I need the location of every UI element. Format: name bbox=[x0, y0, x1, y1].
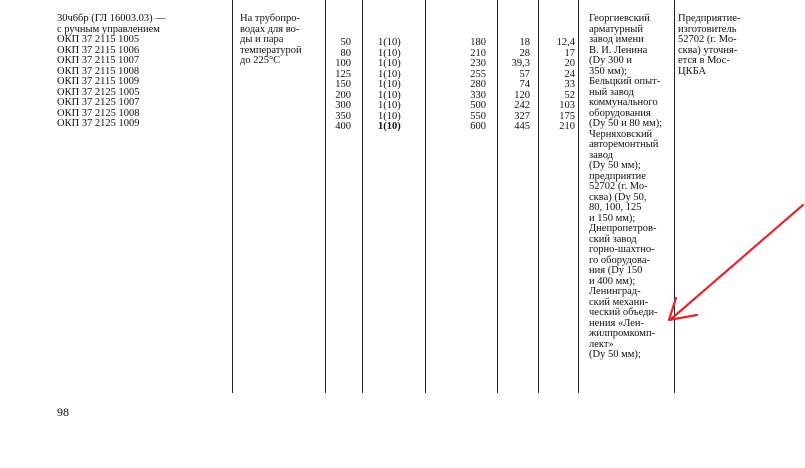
dn-value: 125 bbox=[335, 68, 351, 80]
purpose-line: температурой bbox=[240, 44, 302, 56]
mass-value: 175 bbox=[559, 110, 575, 122]
pressure-value: 1(10) bbox=[378, 100, 401, 111]
length-value: 550 bbox=[470, 110, 486, 122]
dn-value: 350 bbox=[335, 110, 351, 122]
height-value: 445 bbox=[514, 121, 530, 132]
dn-value: 80 bbox=[340, 47, 351, 59]
dn-value: 400 bbox=[335, 121, 351, 132]
manufacturer-line: оборудования bbox=[589, 107, 651, 119]
pressure-value: 1(10) bbox=[378, 89, 401, 101]
mass-value: 33 bbox=[564, 79, 575, 90]
mass-value: 52 bbox=[564, 89, 575, 101]
designation-line: ОКП 37 2115 1006 bbox=[57, 44, 140, 56]
arrow-shaft bbox=[670, 205, 803, 320]
notes-line: Предприятие- bbox=[678, 13, 741, 24]
dn-value: 50 bbox=[340, 37, 351, 48]
pressure-value: 1(10) bbox=[378, 68, 401, 80]
dn-value: 100 bbox=[335, 58, 351, 69]
mass-value: 20 bbox=[564, 58, 575, 69]
notes-line: изготовитель bbox=[678, 23, 737, 35]
manufacturer-line: предприятие bbox=[589, 170, 646, 182]
manufacturer-line: го оборудова- bbox=[589, 254, 651, 266]
notes-line: ется в Мос- bbox=[678, 55, 730, 66]
manufacturer-line: горно-шахтно- bbox=[589, 244, 655, 255]
designation-line: ОКП 37 2115 1005 bbox=[57, 34, 140, 45]
pressure-value: 1(10) bbox=[378, 79, 401, 90]
height-value: 18 bbox=[519, 37, 530, 48]
manufacturer-line: Бельцкий опыт- bbox=[589, 76, 661, 87]
page-number: 98 bbox=[57, 405, 69, 419]
height-value: 57 bbox=[519, 68, 530, 80]
dn-value: 150 bbox=[335, 79, 351, 90]
dn-value: 300 bbox=[335, 100, 351, 111]
manufacturer-line: и 400 мм); bbox=[589, 275, 636, 287]
manufacturer-line: ческий объеди- bbox=[589, 307, 658, 318]
manufacturer-line: (Dу 300 и bbox=[589, 55, 632, 66]
purpose-line: ды и пара bbox=[240, 34, 284, 45]
manufacturer-line: ский завод bbox=[589, 233, 637, 245]
manufacturer-line: жилпромкомп- bbox=[589, 328, 656, 339]
height-value: 242 bbox=[514, 100, 530, 111]
designation-line: ОКП 37 2125 1009 bbox=[57, 118, 140, 129]
purpose-line: до 225°С bbox=[240, 55, 281, 66]
manufacturer-line: 350 мм); bbox=[589, 65, 628, 77]
height-value: 327 bbox=[514, 110, 530, 122]
pressure-value: 1(10) bbox=[378, 58, 401, 69]
manufacturer-line: и 150 мм); bbox=[589, 212, 636, 224]
designation-line: ОКП 37 2125 1008 bbox=[57, 107, 140, 119]
height-value: 120 bbox=[514, 89, 530, 101]
pressure-value: 1(10) bbox=[378, 47, 401, 59]
manufacturer-line: 80, 100, 125 bbox=[589, 202, 642, 213]
length-value: 330 bbox=[470, 89, 486, 101]
manufacturer-line: коммунального bbox=[589, 97, 658, 108]
manufacturer-line: завод bbox=[589, 149, 613, 161]
notes-line: 52702 (г. Мо- bbox=[678, 34, 737, 45]
pressure-value: 1(10) bbox=[378, 37, 401, 48]
height-value: 74 bbox=[519, 79, 530, 90]
manufacturer-line: Черняховский bbox=[589, 128, 653, 140]
length-value: 210 bbox=[470, 47, 486, 59]
notes-line: сква) уточня- bbox=[678, 44, 738, 56]
dn-value: 200 bbox=[335, 89, 351, 101]
manufacturer-line: завод имени bbox=[589, 34, 644, 45]
length-value: 180 bbox=[470, 37, 486, 48]
manufacturer-line: авторемонтный bbox=[589, 139, 659, 150]
designation-line: ОКП 37 2115 1008 bbox=[57, 65, 140, 77]
manufacturer-line: Днепропетров- bbox=[589, 223, 657, 234]
notes-line: ЦКБА bbox=[678, 65, 707, 77]
manufacturer-line: ния (Dу 150 bbox=[589, 265, 643, 276]
length-value: 500 bbox=[470, 100, 486, 111]
manufacturer-line: ский механи- bbox=[589, 296, 649, 308]
designation-line: с ручным управлением bbox=[57, 23, 160, 35]
manufacturer-line: ный завод bbox=[589, 86, 634, 98]
manufacturer-line: 52702 (г. Мо- bbox=[589, 181, 648, 192]
manufacturer-line: В. И. Ленина bbox=[589, 44, 648, 56]
height-value: 39,3 bbox=[511, 58, 530, 69]
length-value: 255 bbox=[470, 68, 486, 80]
mass-value: 210 bbox=[559, 121, 575, 132]
mass-value: 103 bbox=[559, 100, 575, 111]
manufacturer-line: нения «Лен- bbox=[589, 317, 645, 329]
manufacturer-line: (Dу 50 мм); bbox=[589, 160, 641, 171]
pressure-value: 1(10) bbox=[378, 121, 401, 132]
designation-line: ОКП 37 2125 1007 bbox=[57, 97, 140, 108]
length-value: 600 bbox=[470, 121, 486, 132]
purpose-line: водах для во- bbox=[240, 23, 300, 35]
manufacturer-line: (Dу 50 мм); bbox=[589, 349, 641, 360]
designation-line: ОКП 37 2115 1009 bbox=[57, 76, 140, 87]
mass-value: 17 bbox=[564, 47, 575, 59]
designation-line: ОКП 37 2125 1005 bbox=[57, 86, 140, 98]
mass-value: 12,4 bbox=[556, 37, 575, 48]
pressure-value: 1(10) bbox=[378, 110, 401, 122]
manufacturer-line: лект» bbox=[589, 338, 614, 350]
designation-line: ОКП 37 2115 1007 bbox=[57, 55, 140, 66]
mass-value: 24 bbox=[564, 68, 575, 80]
purpose-line: На трубопро- bbox=[240, 13, 301, 24]
length-value: 280 bbox=[470, 79, 486, 90]
manufacturer-line: Георгиевский bbox=[589, 13, 650, 24]
manufacturer-line: сква) (Dу 50, bbox=[589, 191, 647, 203]
designation-line: 30ч6бр (ГЛ 16003.03) — bbox=[57, 13, 166, 24]
manufacturer-line: арматурный bbox=[589, 23, 643, 35]
manufacturer-line: (Dу 50 и 80 мм); bbox=[589, 118, 663, 129]
manufacturer-line: Ленинград- bbox=[589, 286, 641, 297]
height-value: 28 bbox=[519, 47, 530, 59]
length-value: 230 bbox=[470, 58, 486, 69]
